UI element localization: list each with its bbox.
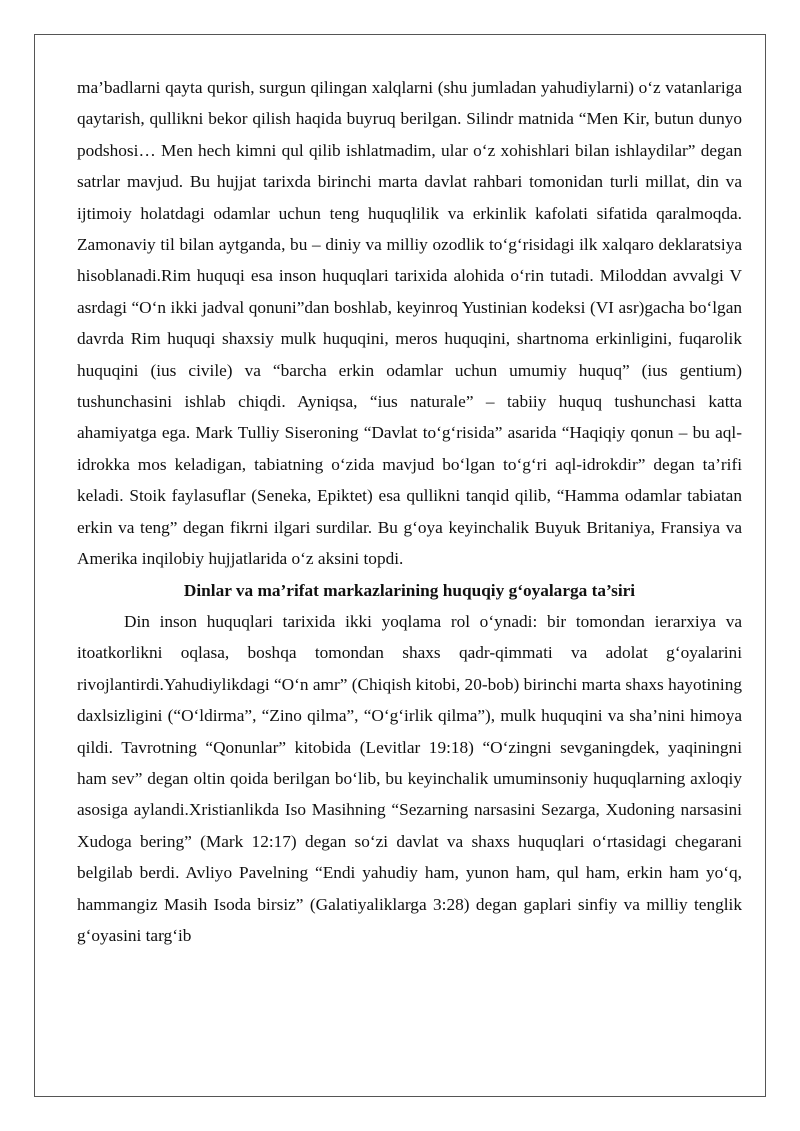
body-paragraph: Din inson huquqlari tarixida ikki yoqlama rol o‘ynadi: bir tomondan ierarxiya va itoatkorlikni oqlasa, boshqa tomondan shaxs qadr-qimmati va adolat g‘oyalarini rivojlantirdi.Yahudiylikdagi “O‘n amr” (Chiqish kitobi, 20-bob) birinchi marta shaxs hayotining daxlsizligini (“O‘ldirma”, “Zino qilma”, “O‘g‘irlik qilma”), mulk huquqini va sha’nini himoya qildi. Tavrotning “Qonunlar” kitobida (Levitlar 19:18) “O‘zingni sevganingdek, yaqiningni ham sev” degan oltin qoida berilgan bo‘lib, bu keyinchalik umuminsoniy huquqlarning axloqiy asosiga aylandi.Xristianlikda Iso Masihning “Sezarning narsasini Sezarga, Xudoning narsasini Xudoga bering” (Mark 12:17) degan so‘zi davlat va shaxs huquqlari o‘rtasidagi chegarani belgilab berdi. Avliyo Pavelning “Endi yahudiy ham, yunon ham, qul ham, erkin ham yo‘q, hammangiz Masih Isoda birsiz” (Galatiyaliklarga 3:28) degan gaplari sinfiy va milliy tenglik g‘oyasini targ‘ib: [77, 611, 742, 945]
body-paragraph: ma’badlarni qayta qurish, surgun qilingan xalqlarni (shu jumladan yahudiylarni) o‘z vatanlariga qaytarish, qullikni bekor qilish haqida buyruq berilgan. Silindr matnida “Men Kir, butun dunyo podshosi… Men hech kimni qul qilib ishlatmadim, ular o‘z xohishlari bilan ishlaydilar” degan satrlar mavjud. Bu hujjat tarixda birinchi marta davlat rahbari tomonidan turli millat, din va ijtimoiy holatdagi odamlar uchun teng huquqlilik va erkinlik kafolati sifatida qaralmoqda. Zamonaviy til bilan aytganda, bu – diniy va milliy ozodlik to‘g‘risidagi ilk xalqaro deklaratsiya hisoblanadi.Rim huquqi esa inson huquqlari tarixida alohida o‘rin tutadi. Miloddan avvalgi V asrdagi “O‘n ikki jadval qonuni”dan boshlab, keyinroq Yustinian kodeksi (VI asr)gacha bo‘lgan davrda Rim huquqi shaxsiy mulk huquqini, meros huquqini, shartnoma erkinligini, fuqarolik huquqini (ius civile) va “barcha erkin odamlar uchun umumiy huquq” (ius gentium) tushunchasini ishlab chiqdi. Ayniqsa, “ius naturale” – tabiiy huquq tushunchasi katta ahamiyatga ega. Mark Tulliy Siseroning “Davlat to‘g‘risida” asarida “Haqiqiy qonun – bu aql-idrokka mos keladigan, tabiatning o‘zida mavjud bo‘lgan to‘g‘ri aql-idrokdir” degan ta’rifi keladi. Stoik faylasuflar (Seneka, Epiktet) esa qullikni tanqid qilib, “Hamma odamlar tabiatan erkin va teng” degan fikrni ilgari surdilar. Bu g‘oya keyinchalik Buyuk Britaniya, Fransiya va Amerika inqilobiy hujjatlarida o‘z aksini topdi.: [77, 78, 742, 569]
document-body: [77, 72, 742, 951]
section-heading: Dinlar va ma’rifat markazlarining huquqiy g‘oyalarga ta’siri: [183, 580, 636, 600]
